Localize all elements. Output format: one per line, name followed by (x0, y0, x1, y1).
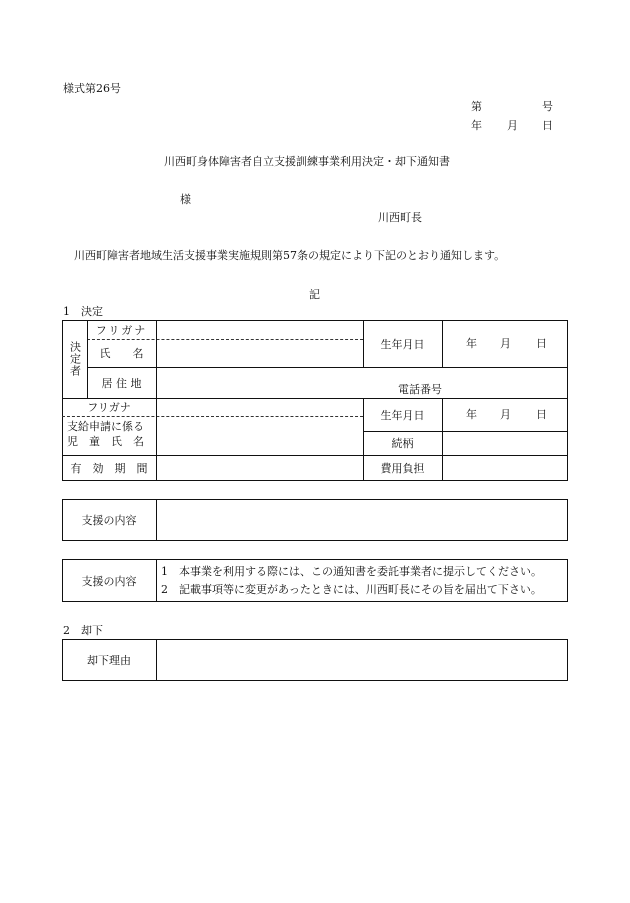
child-birth-month: 月 (500, 408, 511, 421)
document-title: 川西町身体障害者自立支援訓練事業利用決定・却下通知書 (164, 155, 450, 168)
birth-date-label: 生年月日 (380, 337, 425, 351)
child-furigana-label: フリガナ (87, 401, 131, 414)
birth-year: 年 (466, 337, 477, 350)
date-day: 日 (542, 119, 553, 132)
address-label: 居 住 地 (101, 376, 142, 390)
section1-heading: 1 決定 (63, 305, 103, 318)
ki-label: 記 (309, 288, 320, 301)
support-content-label-1: 支援の内容 (81, 514, 137, 527)
cost-burden-label: 費用負担 (380, 462, 425, 475)
support-note-1: 1 本事業を利用する際には、この通知書を委託事業者に提示してください。 (161, 565, 542, 578)
date-year: 年 (471, 119, 482, 132)
section2-heading: 2 却下 (63, 624, 103, 637)
decided-person-label: 決定者 (68, 341, 82, 377)
recipient-suffix: 様 (180, 193, 191, 206)
number-suffix: 号 (542, 100, 553, 113)
child-label-line2: 児 童 氏 名 (67, 435, 144, 448)
birth-day: 日 (536, 337, 547, 350)
date-month: 月 (507, 119, 518, 132)
support-content-label-2: 支援の内容 (81, 574, 137, 588)
furigana-label: フリガナ (95, 323, 148, 337)
issuer: 川西町長 (378, 211, 422, 224)
support-note-2: 2 記載事項等に変更があったときには、川西町長にその旨を届出て下さい。 (161, 583, 542, 596)
form-number: 様式第26号 (63, 82, 121, 95)
intro-text: 川西町障害者地域生活支援事業実施規則第57条の規定により下記のとおり通知します。 (74, 249, 506, 262)
child-label-line1: 支給申請に係る (67, 420, 144, 433)
relationship-label: 続柄 (391, 437, 414, 450)
child-birth-year: 年 (466, 408, 477, 421)
child-birth-date-label: 生年月日 (380, 408, 425, 422)
name-label: 氏 名 (99, 347, 144, 360)
birth-month: 月 (500, 337, 511, 350)
phone-label: 電話番号 (398, 383, 442, 396)
validity-period-label: 有 効 期 間 (70, 462, 148, 475)
rejection-reason-label: 却下理由 (87, 654, 131, 667)
number-prefix: 第 (471, 100, 482, 113)
child-birth-day: 日 (536, 408, 547, 421)
